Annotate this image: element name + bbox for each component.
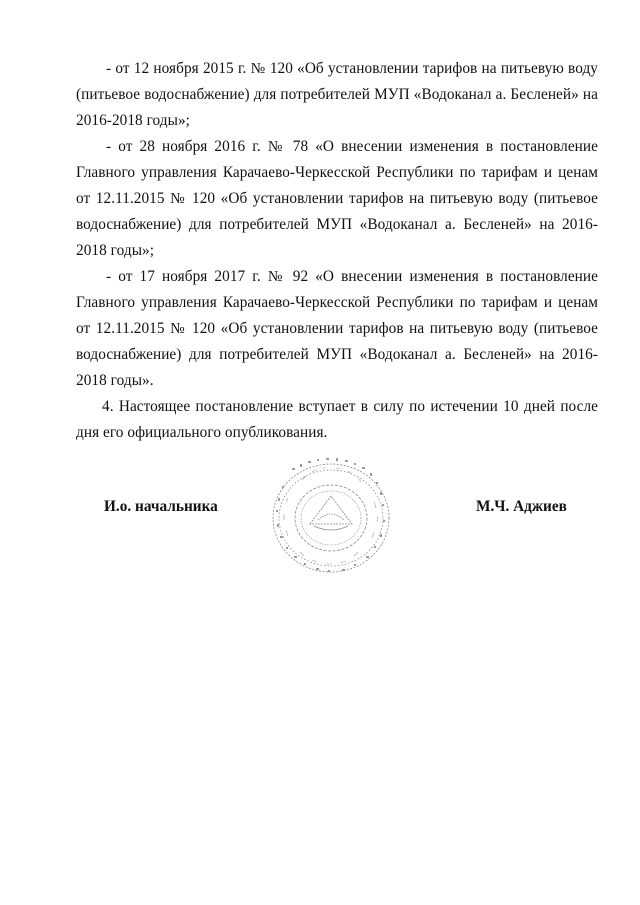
list-item-resolution-2017: - от 17 ноября 2017 г. № 92 «О внесении изменения в постановление Главного управления Карачаево-Черкесской Республики по тарифам и ценам от 12.11.2015 № 120 «Об установлении тарифов на питьевую воду (питьевое водоснабжение) для потребителей МУП «Водоканал а. Бесленей» на 2016-2018 годы».	[76, 268, 598, 389]
list-item-resolution-2016: - от 28 ноября 2016 г. № 78 «О внесении изменения в постановление Главного управления Карачаево-Черкесской Республики по тарифам и ценам от 12.11.2015 № 120 «Об установлении тарифов на питьевую воду (питьевое водоснабжение) для потребителей МУП «Водоканал а. Бесленей» на 2016-2018 годы»;	[76, 138, 598, 259]
signature-block	[0, 480, 640, 590]
document-body	[76, 56, 598, 446]
signatory-name: М.Ч. Аджиев	[476, 498, 567, 515]
signatory-title: И.о. начальника	[104, 498, 218, 515]
list-item-resolution-2015: - от 12 ноября 2015 г. № 120 «Об установлении тарифов на питьевую воду (питьевое водоснабжение) для потребителей МУП «Водоканал а. Бесленей» на 2016-2018 годы»;	[76, 60, 598, 129]
clause-effective-date: 4. Настоящее постановление вступает в силу по истечении 10 дней после дня его официального опубликования.	[76, 398, 598, 441]
official-seal-icon	[262, 452, 400, 580]
